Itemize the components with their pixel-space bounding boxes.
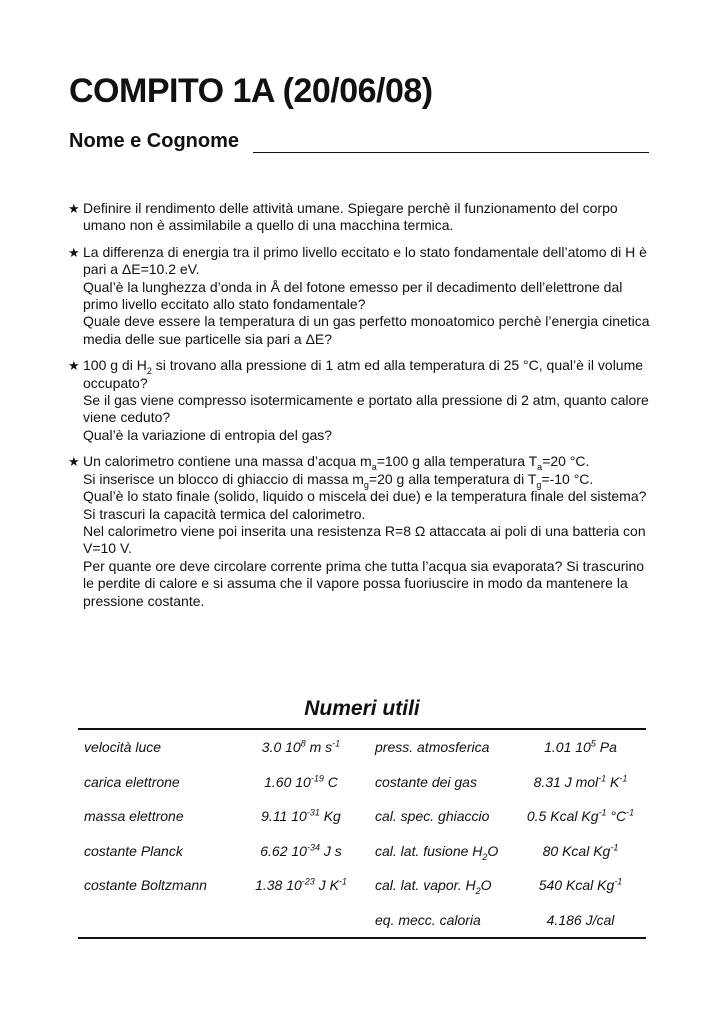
- constant-value: 3.0 $10^8$ m $s^{-1}$: [261, 738, 341, 756]
- table-row: [78, 868, 646, 903]
- constant-value: 6.62 $10^{-34}$ J s: [260, 842, 342, 859]
- constant-value: 9.11 $10^{-31}$ Kg: [261, 807, 341, 825]
- table-row: [78, 799, 646, 834]
- constant-value: 1.60 $10^{-19}$ C: [264, 773, 338, 790]
- question-text: Nel calorimetro viene poi inserita una resistenza R=8 Ω attaccata ai poli di una batteria con V=10 V.: [83, 522, 646, 557]
- star-icon: ★: [68, 358, 80, 374]
- star-icon: ★: [68, 201, 80, 216]
- star-icon: ★: [68, 244, 80, 260]
- question-body: [83, 244, 650, 348]
- table-row: [78, 730, 646, 765]
- table-row: [78, 765, 646, 800]
- question-text: Qual’è la variazione di entropia del gas?: [83, 426, 333, 443]
- constant-value: 0.5 Kcal $Kg^{-1}$ $^\circ C^{-1}$: [526, 807, 635, 825]
- constant-name: costante Boltzmann: [84, 877, 207, 894]
- constant-value: 540 Kcal $Kg^{-1}$: [538, 876, 623, 894]
- question-1: [68, 200, 650, 235]
- constants-table: [78, 728, 646, 939]
- constant-name: cal. spec. ghiaccio: [375, 808, 490, 825]
- question-text: Un calorimetro contiene una massa d’acqua $m_a=100$ g alla temperatura $T_a=20$ °C.: [83, 453, 590, 473]
- name-write-line[interactable]: [253, 132, 649, 153]
- question-body: [83, 453, 650, 610]
- question-text: La differenza di energia tra il primo livello eccitato e lo stato fondamentale dell’atomo di H è pari a ΔE=10.2 eV.: [83, 243, 647, 278]
- name-row: [69, 130, 649, 153]
- name-label: Nome e Cognome: [69, 130, 240, 152]
- table-row: [78, 834, 646, 869]
- constant-value: 1.38 $10^{-23}$ J $K^{-1}$: [255, 876, 347, 894]
- constant-value: 1.01 $10^5$ Pa: [544, 738, 617, 756]
- constant-value: 80 Kcal $Kg^{-1}$: [542, 842, 619, 859]
- question-2: [68, 244, 650, 348]
- exam-title: COMPITO 1A (20/06/08): [69, 72, 433, 110]
- constant-name: [78, 903, 237, 938]
- constant-name: costante dei gas: [375, 773, 477, 790]
- constant-name: velocità luce: [84, 739, 162, 756]
- constant-name: costante Planck: [84, 842, 183, 859]
- constant-name: cal. lat. vapor. $H_2O$: [375, 877, 492, 897]
- table-row: [78, 903, 646, 938]
- constant-name: cal. lat. fusione $H_2O$: [375, 842, 499, 862]
- question-text: Qual’è la lunghezza d’onda in Å del fotone emesso per il decadimento dell’elettrone dal primo livello eccitato allo stato fondamentale?: [83, 278, 623, 313]
- constant-value: 8.31 J mol$^{-1}$ $K^{-1}$: [533, 773, 628, 790]
- question-text: Definire il rendimento delle attività umane. Spiegare perchè il funzionamento del corpo umano non è assimilabile a quello di una macchina termica.: [83, 200, 618, 234]
- constant-name: press. atmosferica: [375, 739, 490, 756]
- question-text: Quale deve essere la temperatura di un gas perfetto monoatomico perchè l’energia cinetica media delle sue particelle sia pari a ΔE?: [83, 313, 650, 347]
- question-text: Se il gas viene compresso isotermicamente e portato alla pressione di 2 atm, quanto calore viene ceduto?: [83, 392, 649, 426]
- constant-name: massa elettrone: [84, 808, 184, 825]
- question-3: [68, 357, 650, 444]
- constant-name: carica elettrone: [84, 773, 180, 790]
- question-text: Si inserisce un blocco di ghiaccio di massa $m_g=20$ g alla temperatura di $T_g=-10$ °C.: [83, 470, 594, 490]
- question-text: Per quante ore deve circolare corrente prima che tutta l’acqua sia evaporata? Si trascurino le perdite di calore e si assuma che il vapore possa fuoriuscire in modo da mantenere la pressione costante.: [83, 557, 645, 609]
- question-body: [83, 357, 650, 444]
- constant-value: 4.186 J/cal: [546, 911, 615, 928]
- question-text: 100 g di $H_2$ si trovano alla pressione di 1 atm ed alla temperatura di 25 °C, qual’è il volume occupato?: [83, 357, 644, 391]
- constants-title: Numeri utili: [304, 697, 420, 720]
- constant-value: [237, 903, 365, 938]
- star-icon: ★: [68, 454, 80, 470]
- question-text: Qual’è lo stato finale (solido, liquido o miscela dei due) e la temperatura finale del sistema? Si trascuri la capacità termica del calorimetro.: [83, 488, 647, 522]
- questions-list: [68, 200, 650, 619]
- question-4: [68, 453, 650, 610]
- constant-name: eq. mecc. caloria: [375, 911, 481, 928]
- question-body: [83, 200, 650, 235]
